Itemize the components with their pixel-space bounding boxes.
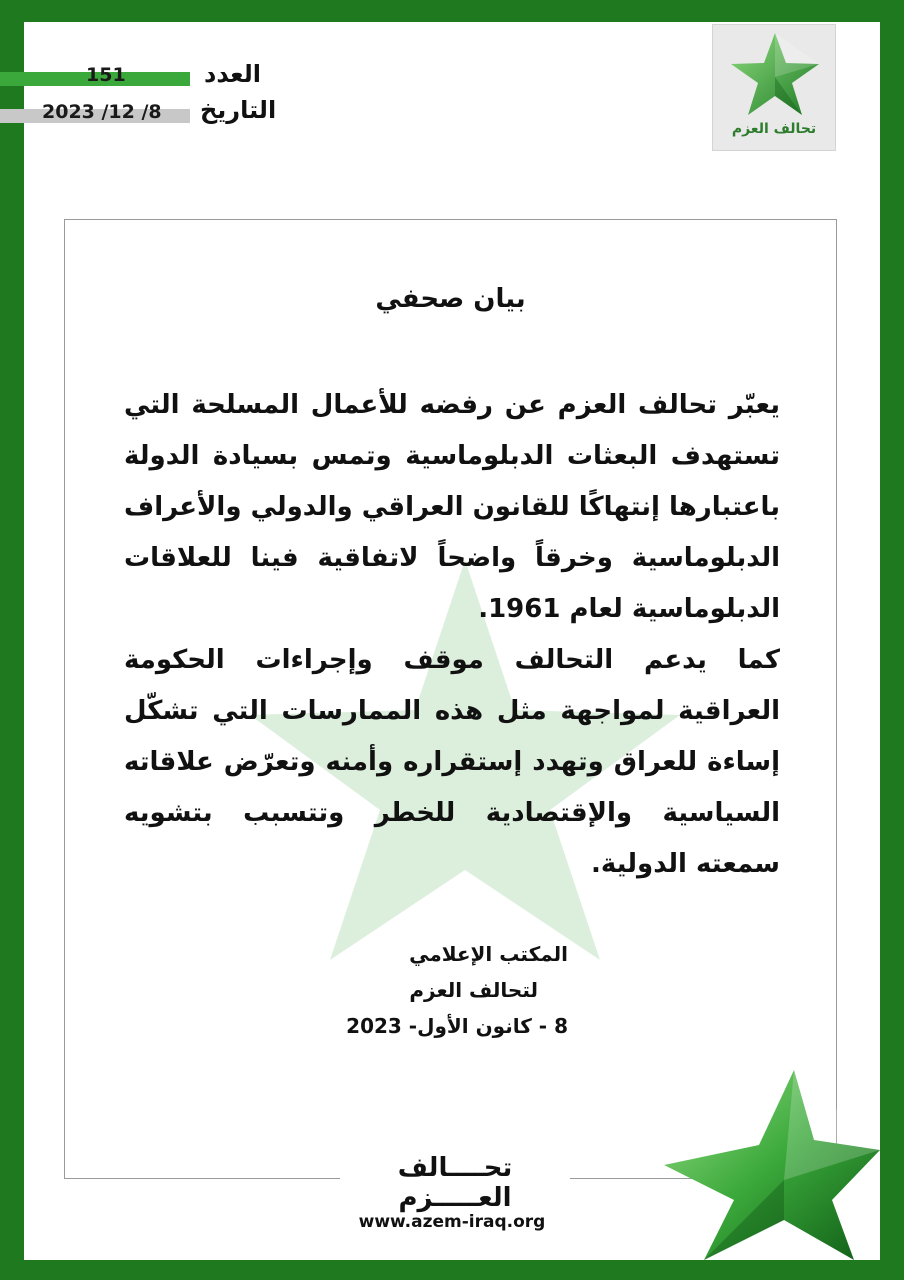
frame-top-border: [0, 0, 904, 22]
signature-office: المكتب الإعلامي: [409, 942, 568, 966]
issue-label: العدد: [204, 60, 261, 88]
frame-bottom-border: [0, 1260, 904, 1280]
issue-number: 151: [86, 64, 126, 86]
signature-block: [346, 936, 568, 1044]
statement-title: بيان صحفي: [375, 284, 526, 314]
signature-alliance: لتحالف العزم: [409, 978, 538, 1002]
statement-paragraph-1: يعبّر تحالف العزم عن رفضه للأعمال المسلحة التي تستهدف البعثات الدبلوماسية وتمس بسيادة الدولة باعتبارها إنتهاكًا للقانون العراقي والدولي والأعراف الدبلوماسية وخرقاً واضحاً لاتفاقية فينا للعلاقات الدبلوماسية لعام 1961.: [124, 390, 780, 624]
statement-paragraph-2: كما يدعم التحالف موقف وإجراءات الحكومة العراقية لمواجهة مثل هذه الممارسات التي تشكّل إساءة للعراق وتهدد إستقراره وأمنه وتعرّض علاقاته السياسية والإقتصادية للخطر وتتسبب بتشويه سمعته الدولية.: [124, 645, 780, 879]
footer-alliance-name: تحــــالف العـــــزم: [340, 1153, 570, 1213]
frame-right-border: [880, 0, 904, 1280]
green-star-icon: [730, 31, 820, 117]
statement-body: [124, 380, 780, 890]
frame-left-border: [0, 0, 24, 1280]
website-link[interactable]: www.azem-iraq.org: [358, 1212, 546, 1232]
date-value: 2023 /12 /8: [42, 101, 162, 123]
signature-date: 8 - كانون الأول- 2023: [346, 1014, 568, 1038]
logo: [712, 24, 836, 151]
date-label: التاريخ: [200, 96, 277, 124]
logo-name: تحالف العزم: [731, 121, 817, 137]
